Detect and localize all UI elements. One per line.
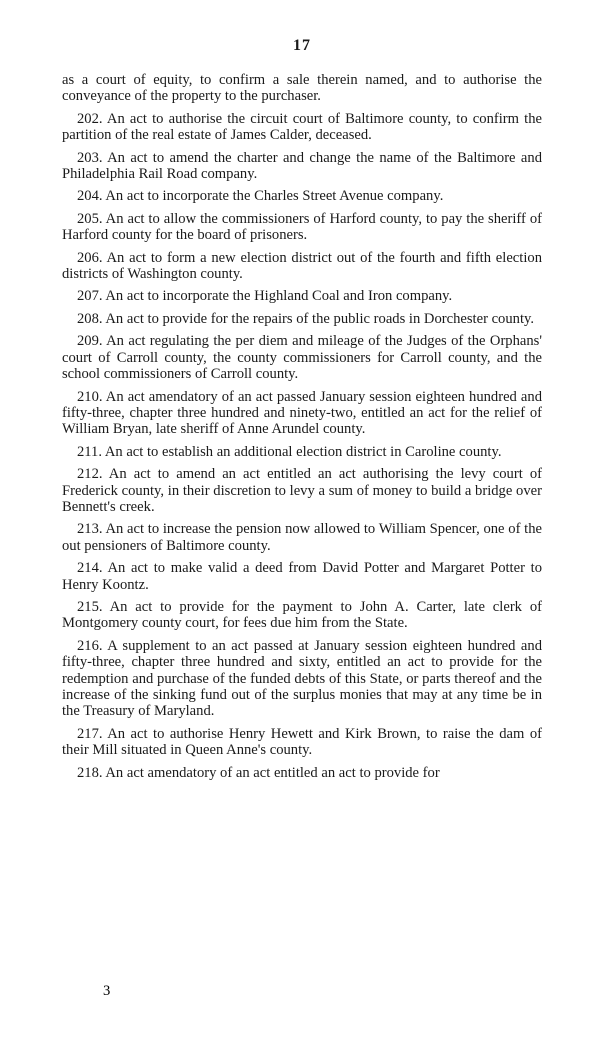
act-entry-209: 209. An act regulating the per diem and mileage of the Judges of the Orphans' court of Carroll county, the county commissioners for Carroll county, and the school commissioners of Carroll county. — [62, 333, 542, 383]
act-entry-211: 211. An act to establish an additional election district in Caroline county. — [77, 443, 502, 460]
signature-mark: 3 — [103, 983, 111, 999]
act-entry-207: 207. An act to incorporate the Highland Coal and Iron company. — [77, 288, 453, 305]
act-entry-215: 215. An act to provide for the payment to John A. Carter, late clerk of Montgomery county court, for fees due him from the State. — [62, 598, 542, 632]
act-entry-216: 216. A supplement to an act passed at January session eighteen hundred and fifty-three, chapter three hundred and sixty, entitled an act to provide for the redemption and purchase of the funded debts of this State, or parts thereof and the increase of the sinking fund out of the surplus monies that may at any time be in the Treasury of Maryland. — [62, 637, 542, 720]
act-entry-204: 204. An act to incorporate the Charles Street Avenue company. — [77, 188, 444, 205]
act-entry-203: 203. An act to amend the charter and change the name of the Baltimore and Philadelphia Rail Road company. — [62, 149, 542, 183]
act-entry-206: 206. An act to form a new election district out of the fourth and fifth election districts of Washington county. — [62, 249, 542, 283]
act-entry-218: 218. An act amendatory of an act entitled an act to provide for — [77, 764, 440, 781]
page-number: 17 — [293, 37, 311, 54]
act-entry-208: 208. An act to provide for the repairs of the public roads in Dorchester county. — [77, 310, 535, 327]
act-entry-continuation: as a court of equity, to confirm a sale therein named, and to authorise the conveyance of the property to the purchaser. — [62, 72, 542, 105]
act-entry-202: 202. An act to authorise the circuit court of Baltimore county, to confirm the partition of the real estate of James Calder, deceased. — [62, 110, 542, 144]
act-entry-213: 213. An act to increase the pension now allowed to William Spencer, one of the out pensioners of Baltimore county. — [62, 521, 542, 554]
act-entry-205: 205. An act to allow the commissioners of Harford county, to pay the sheriff of Harford county for the board of prisoners. — [62, 210, 542, 244]
act-entry-217: 217. An act to authorise Henry Hewett and Kirk Brown, to raise the dam of their Mill situated in Queen Anne's county. — [62, 725, 542, 759]
act-entry-210: 210. An act amendatory of an act passed January session eighteen hundred and fifty-three, chapter three hundred and ninety-two, entitled an act for the relief of William Bryan, late sheriff of Anne Arundel county. — [62, 388, 542, 438]
act-list — [62, 72, 542, 781]
act-entry-214: 214. An act to make valid a deed from David Potter and Margaret Potter to Henry Koontz. — [62, 560, 542, 593]
act-entry-212: 212. An act to amend an act entitled an act authorising the levy court of Frederick county, in their discretion to levy a sum of money to build a bridge over Bennett's creek. — [62, 466, 542, 515]
